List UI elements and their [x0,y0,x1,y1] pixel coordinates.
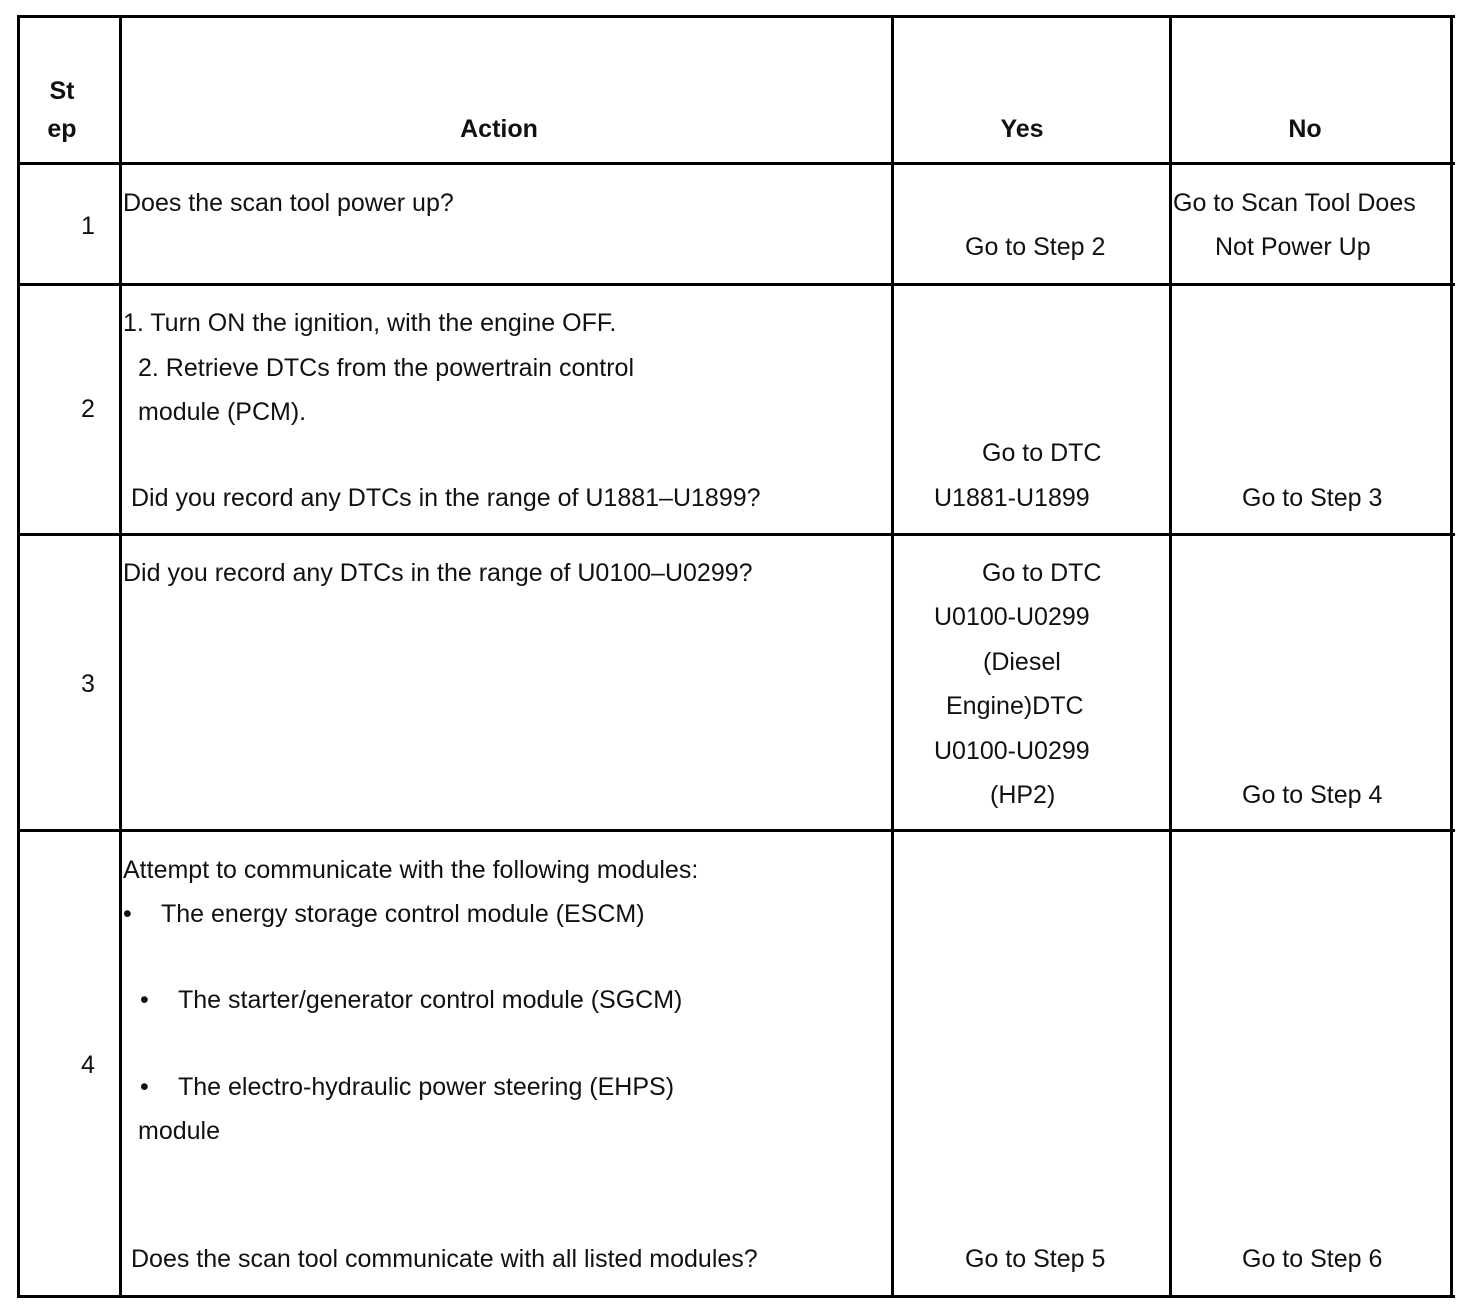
table-border-row2 [17,533,1455,536]
bullet: • [140,1073,149,1101]
no-outcome: Go to Step 6 [1242,1245,1383,1273]
yes-outcome: Go to DTC [982,439,1102,467]
table-border-left [17,15,20,1298]
yes-outcome: U0100-U0299 [934,737,1090,765]
yes-outcome: Engine)DTC [946,692,1084,720]
bullet: • [140,986,149,1014]
header-step-line1: St [49,77,75,105]
no-outcome: Go to Scan Tool Does [1173,189,1416,217]
header-no: No [1288,115,1322,143]
table-border-header [17,162,1455,165]
action-text: module (PCM). [138,398,307,426]
table-border-bottom [17,1295,1455,1298]
yes-outcome: (HP2) [990,781,1056,809]
module-item: The energy storage control module (ESCM) [161,900,645,928]
step-number: 1 [81,212,95,240]
step-number: 4 [81,1051,95,1079]
action-question: Does the scan tool communicate with all listed modules? [131,1245,758,1273]
header-yes: Yes [1000,115,1044,143]
yes-outcome: U0100-U0299 [934,603,1090,631]
action-text: 2. Retrieve DTCs from the powertrain control [138,354,635,382]
module-item: The electro-hydraulic power steering (EHPS) [178,1073,675,1101]
col-divider-action [891,15,894,1298]
header-step [22,72,102,148]
table-border-row1 [17,283,1455,286]
yes-outcome: Go to DTC [982,559,1102,587]
header-step-line2: ep [47,115,77,143]
yes-outcome: U1881-U1899 [934,484,1090,512]
action-question: Did you record any DTCs in the range of U1881–U1899? [131,484,761,512]
no-outcome: Go to Step 4 [1242,781,1383,809]
yes-outcome: Go to Step 5 [965,1245,1106,1273]
col-divider-yes [1169,15,1172,1298]
header-action: Action [460,115,538,143]
col-divider-step [119,15,122,1298]
yes-outcome: (Diesel [983,648,1061,676]
action-text: Does the scan tool power up? [123,189,454,217]
module-item: The starter/generator control module (SGCM) [178,986,683,1014]
action-question: Did you record any DTCs in the range of U0100–U0299? [123,559,753,587]
table-border-row3 [17,829,1455,832]
table-border-right [1450,15,1453,1298]
bullet: • [123,900,132,928]
action-text: 1. Turn ON the ignition, with the engine OFF. [123,309,617,337]
table-border-top [17,15,1455,18]
no-outcome: Go to Step 3 [1242,484,1383,512]
module-item: module [138,1117,220,1145]
no-outcome: Not Power Up [1215,233,1371,261]
action-text: Attempt to communicate with the following modules: [123,856,699,884]
step-number: 3 [81,670,95,698]
step-number: 2 [81,395,95,423]
yes-outcome: Go to Step 2 [965,233,1106,261]
